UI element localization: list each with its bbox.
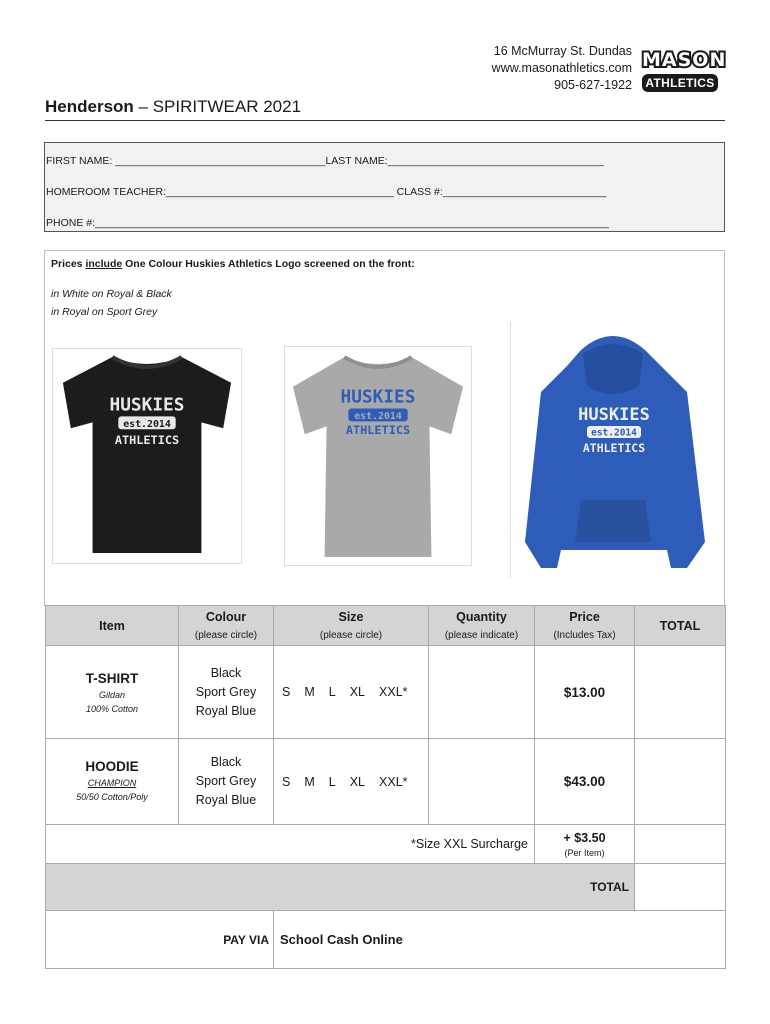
address-website[interactable]: www.masonathletics.com [491, 61, 632, 75]
tshirt-quantity-cell[interactable] [429, 646, 535, 739]
header-size-sub: (please circle) [319, 630, 383, 641]
header-size-label: Size [338, 610, 364, 624]
grand-total-cell[interactable] [635, 864, 726, 911]
payment-row [46, 911, 726, 969]
prices-note-prefix: Prices [51, 258, 86, 270]
tshirt-material: 100% Cotton [85, 703, 139, 714]
tshirt-colour-options [179, 646, 274, 739]
mason-athletics-logo [642, 49, 727, 96]
pay-via-method: School Cash Online [274, 911, 726, 969]
hoodie-total-cell[interactable] [635, 739, 726, 825]
tshirt-price: $13.00 [535, 646, 635, 739]
hoodie-size-xxl[interactable]: XXL* [379, 774, 408, 789]
tshirt-item-cell [46, 646, 179, 739]
hoodie-colour-sport-grey[interactable]: Sport Grey [195, 774, 257, 788]
tee-print-bottom: ATHLETICS [114, 433, 180, 448]
title-divider [45, 120, 725, 121]
tshirt-size-l[interactable]: L [328, 685, 336, 699]
table-header-row [46, 606, 726, 646]
tshirt-name: T-SHIRT [85, 670, 139, 686]
tshirt-colour-sport-grey[interactable]: Sport Grey [195, 684, 257, 699]
header-quantity-sub: (please indicate) [444, 630, 519, 641]
tshirt-size-xl[interactable]: XL [349, 685, 366, 699]
logo-mason-text: MASON [642, 49, 727, 71]
hoodie-colour-options [179, 739, 274, 825]
surcharge-per-item: (Per Item) [564, 847, 605, 858]
tee-print-top: HUSKIES [109, 394, 185, 416]
surcharge-price-cell [535, 825, 635, 864]
hoodie-size-l[interactable]: L [328, 774, 336, 789]
grey-print-top: HUSKIES [340, 386, 416, 408]
black-tshirt-icon [53, 349, 241, 563]
hoodie-price: $43.00 [535, 739, 635, 825]
address-phone: 905-627-1922 [554, 78, 632, 92]
surcharge-row [46, 825, 726, 864]
student-info-form [44, 142, 725, 232]
grand-total-label: TOTAL [46, 864, 635, 911]
header-price-sub: (Includes Tax) [553, 630, 616, 641]
store-address [492, 43, 632, 94]
header-item-label: Item [99, 618, 125, 633]
header-quantity [429, 606, 535, 646]
order-table [45, 605, 726, 969]
hoodie-print-top: HUSKIES [578, 405, 650, 425]
hoodie-name: HOODIE [85, 759, 139, 774]
royal-hoodie-icon [511, 322, 717, 578]
tshirt-size-options [274, 646, 429, 739]
hoodie-print-bottom: ATHLETICS [582, 441, 646, 455]
header-colour [179, 606, 274, 646]
header-colour-label: Colour [205, 610, 247, 624]
table-row-hoodie [46, 739, 726, 825]
hoodie-size-options [274, 739, 429, 825]
hoodie-colour-royal-blue[interactable]: Royal Blue [195, 793, 257, 807]
hoodie-material: 50/50 Cotton/Poly [76, 792, 148, 802]
prices-note [51, 258, 415, 270]
grey-tshirt-image [284, 346, 472, 566]
hoodie-colour-black[interactable]: Black [210, 755, 242, 769]
tshirt-size-xxl[interactable]: XXL* [379, 685, 408, 699]
title-event: – SPIRITWEAR 2021 [133, 97, 302, 116]
grand-total-row [46, 864, 726, 911]
hoodie-size-m[interactable]: M [304, 774, 315, 789]
table-row-tshirt [46, 646, 726, 739]
surcharge-label: *Size XXL Surcharge [46, 825, 535, 864]
tshirt-colour-black[interactable]: Black [210, 665, 242, 680]
hoodie-print-mid: est.2014 [591, 427, 637, 439]
header-price-label: Price [569, 610, 600, 624]
header-quantity-label: Quantity [456, 610, 507, 624]
hoodie-item-cell [46, 739, 179, 825]
black-tshirt-image [52, 348, 242, 564]
first-last-name-field[interactable]: FIRST NAME: ____________________________________LAST NAME:_____________________________________ [46, 155, 604, 167]
tshirt-size-s[interactable]: S [282, 685, 291, 699]
phone-field[interactable]: PHONE #:________________________________________________________________________________________ [46, 217, 609, 229]
header-item [46, 606, 179, 646]
hoodie-size-s[interactable]: S [282, 774, 291, 789]
print-colour-white: in White on Royal & Black [51, 288, 172, 300]
tee-print-mid: est.2014 [123, 418, 171, 430]
hoodie-size-xl[interactable]: XL [349, 774, 366, 789]
header-colour-sub: (please circle) [194, 630, 258, 641]
page-title [45, 97, 301, 117]
royal-hoodie-image [510, 322, 717, 578]
logo-athletics-text: ATHLETICS [642, 74, 718, 92]
surcharge-price: + $3.50 [563, 830, 606, 845]
header-size [274, 606, 429, 646]
header-total [635, 606, 726, 646]
tshirt-colour-royal-blue[interactable]: Royal Blue [195, 703, 257, 718]
pay-via-label: PAY VIA [46, 911, 274, 969]
grey-print-mid: est.2014 [354, 410, 402, 422]
tshirt-brand: Gildan [98, 689, 125, 700]
surcharge-total-cell[interactable] [635, 825, 726, 864]
address-street: 16 McMurray St. Dundas [493, 44, 632, 58]
hoodie-brand: CHAMPION [87, 778, 137, 788]
prices-note-suffix: One Colour Huskies Athletics Logo screened on the front: [122, 258, 415, 270]
teacher-class-field[interactable]: HOMEROOM TEACHER:_______________________________________ CLASS #:____________________________ [46, 186, 607, 198]
header-total-label: TOTAL [659, 618, 701, 633]
tshirt-total-cell[interactable] [635, 646, 726, 739]
header-price [535, 606, 635, 646]
prices-note-include: include [85, 258, 123, 270]
print-colour-royal: in Royal on Sport Grey [51, 306, 158, 318]
title-school: Henderson [45, 97, 134, 116]
grey-tshirt-icon [285, 347, 471, 565]
grey-print-bottom: ATHLETICS [345, 423, 411, 438]
hoodie-quantity-cell[interactable] [429, 739, 535, 825]
tshirt-size-m[interactable]: M [304, 685, 315, 699]
